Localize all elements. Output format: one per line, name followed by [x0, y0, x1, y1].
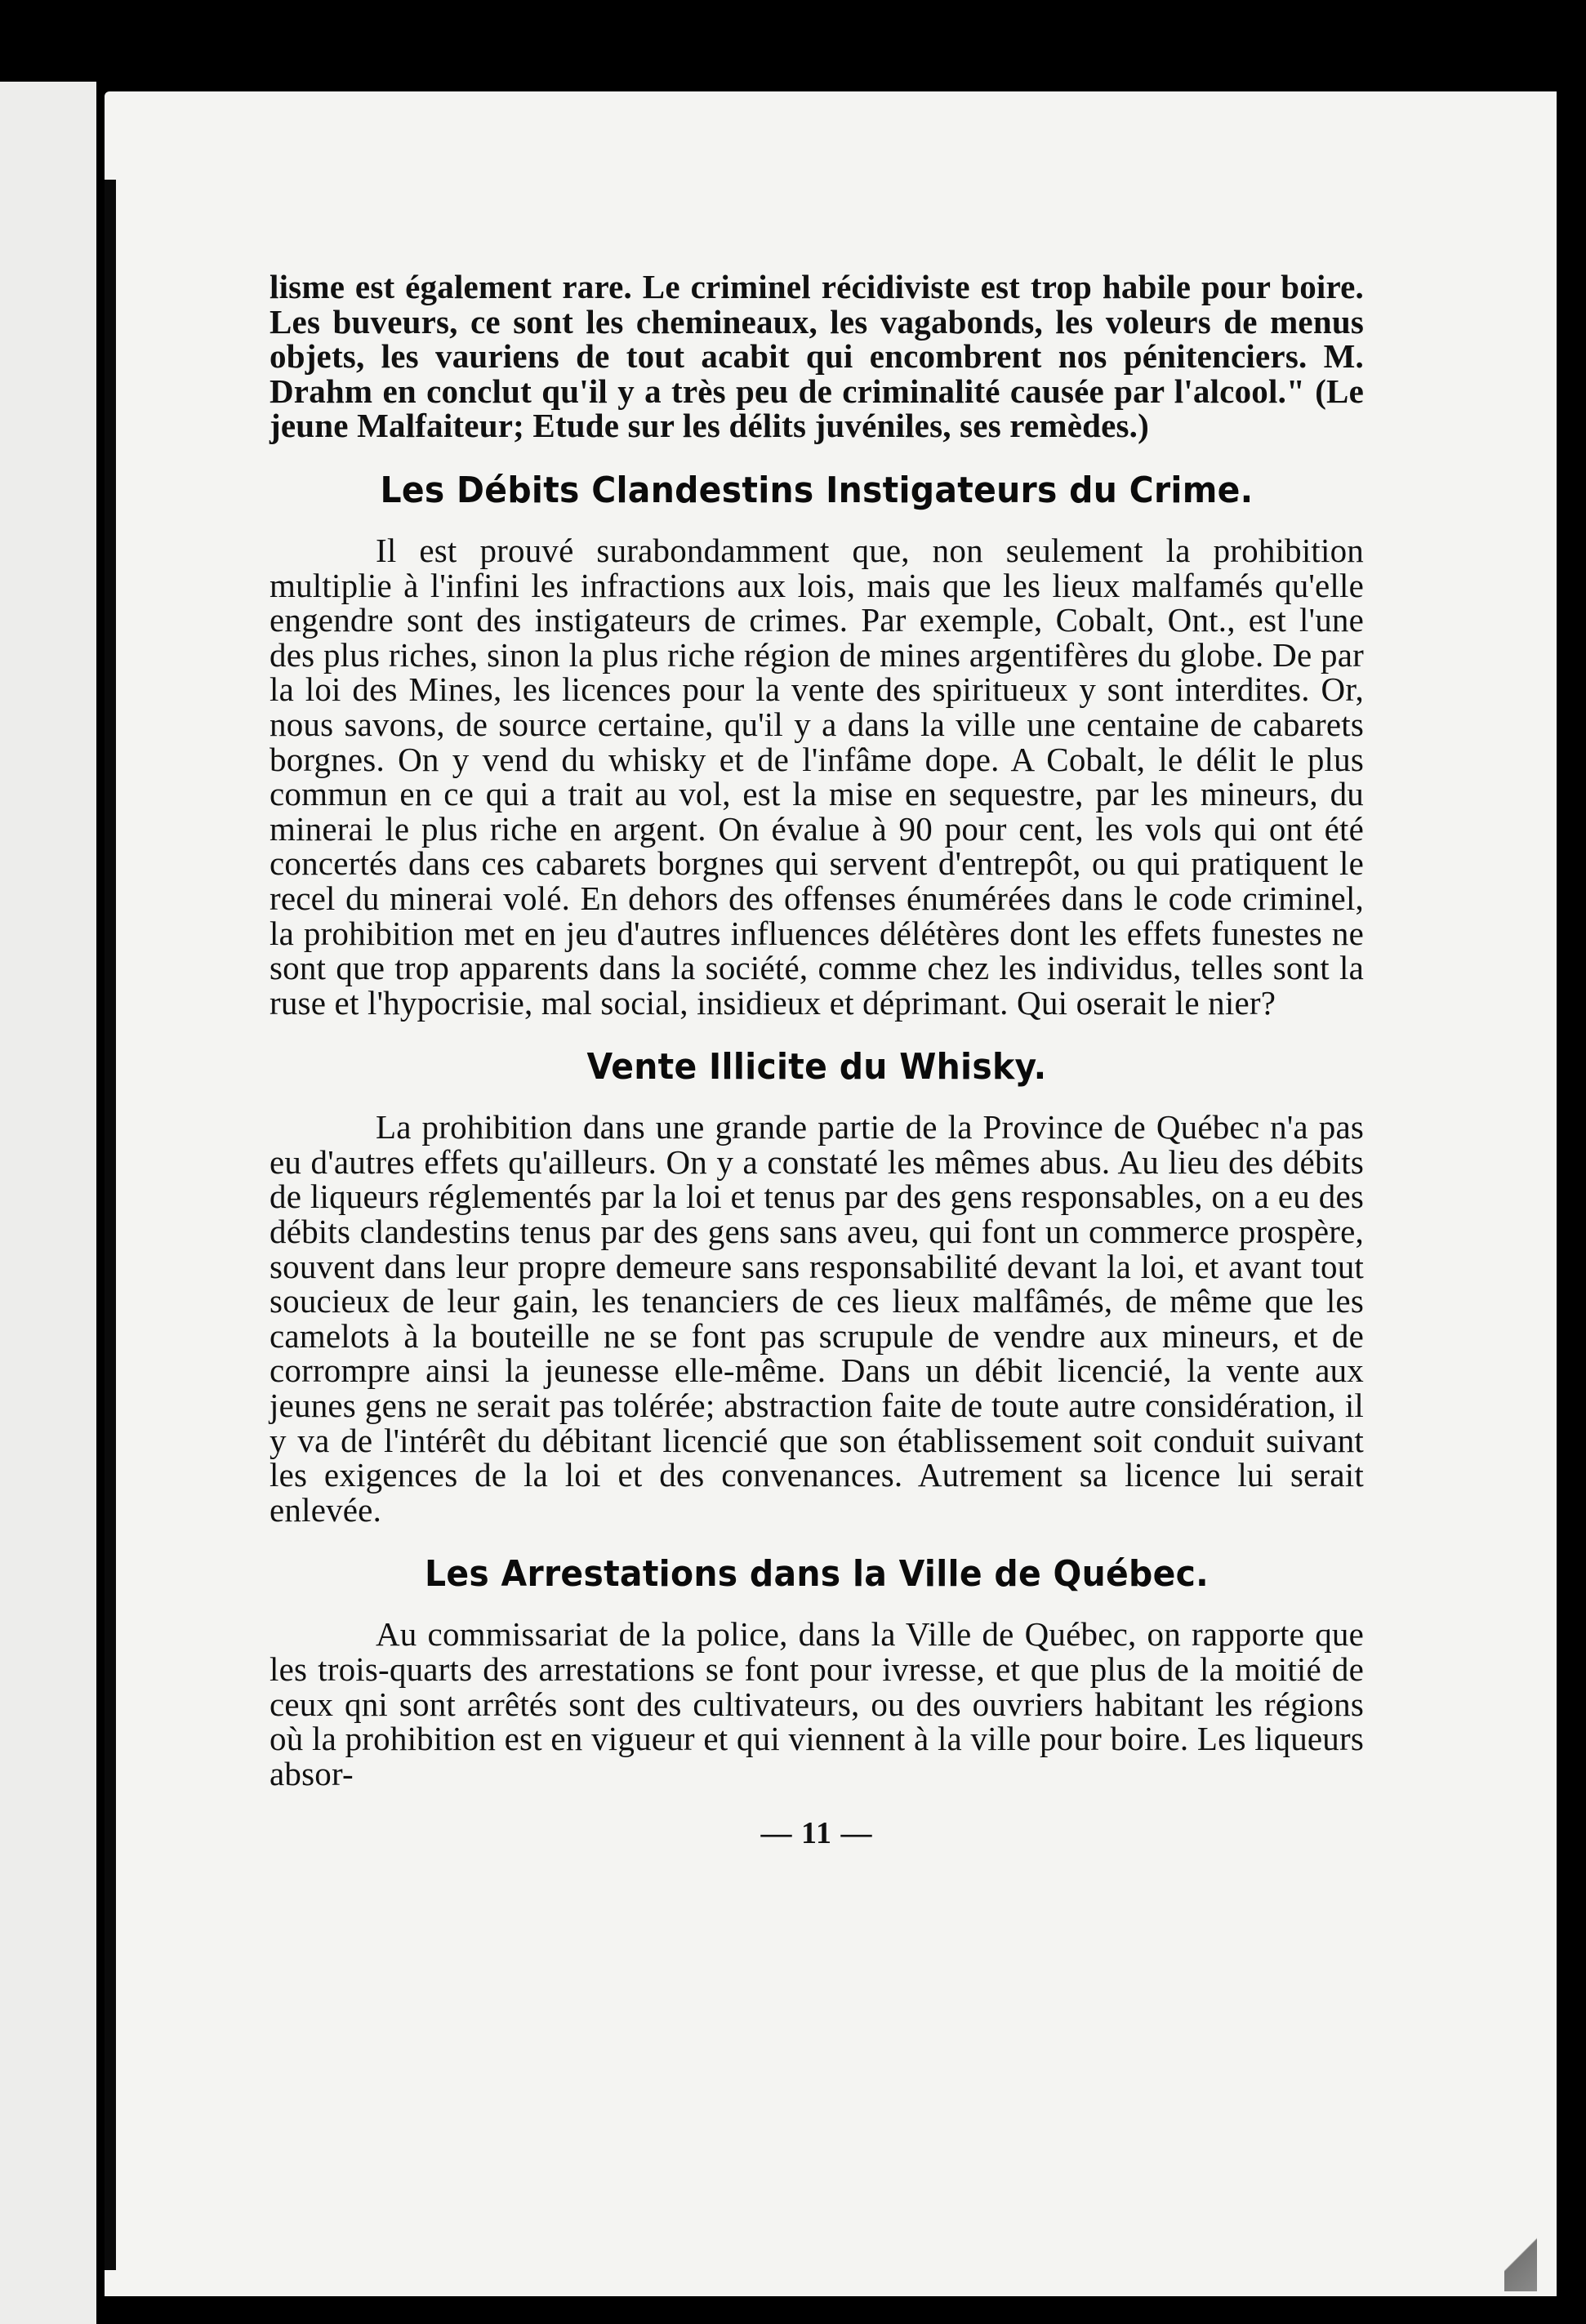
page-number: — 11 —: [760, 1816, 873, 1851]
scan-margin: [0, 82, 96, 2324]
page-content: [270, 269, 1364, 1851]
binding-edge: [105, 180, 116, 2270]
section-paragraph-arrestations: Au commissariat de la police, dans la Ville de Québec, on rapporte que les trois-quarts des arrestations se font pour ivresse, et que plus de la moitié de ceux qni sont arrêtés sont des cultivateurs, ou des ouvriers habitant les régions où la prohibition est en vigueur et qui viennent à la ville pour boire. Les liqueurs absor-: [270, 1615, 1364, 1792]
section-paragraph-debits-clandestins: Il est prouvé surabondamment que, non seulement la prohibition multiplie à l'infini les infractions aux lois, mais que les lieux malfamés qu'elle engendre sont des instigateurs de crimes. Par exemple, Cobalt, Ont., est l'une des plus riches, sinon la plus riche région de mines argentifères du globe. De par la loi des Mines, les licences pour la vente des spiritueux y sont interdites. Or, nous savons, de source certaine, qu'il y a dans la ville une centaine de cabarets borgnes. On y vend du whisky et de l'infâme dope. A Cobalt, le délit le plus commun en ce qui a trait au vol, est la mise en sequestre, par les mineurs, du minerai le plus riche en argent. On évalue à 90 pour cent, les vols qui ont été concertés dans ces cabarets borgnes qui servent d'entrepôt, ou qui pratiquent le recel du minerai volé. En dehors des offenses énumérées dans le code criminel, la prohibition met en jeu d'autres influences délétères dont les effets funestes ne sont que trop apparents dans la société, comme chez les individus, telles sont la ruse et l'hypocrisie, mal social, insidieux et déprimant. Qui oserait le nier?: [270, 531, 1364, 1022]
section-heading-debits-clandestins: Les Débits Clandestins Instigateurs du Crime.: [380, 469, 1254, 511]
page-corner-shadow: [1504, 2234, 1537, 2291]
opening-paragraph: lisme est également rare. Le criminel récidiviste est trop habile pour boire. Les buveurs, ce sont les chemineaux, les vagabonds, les voleurs de menus objets, les vauriens de tout acabit qui encombrent nos pénitenciers. M. Drahm en conclut qu'il y a très peu de criminalité causée par l'alcool." (Le jeune Malfaiteur; Etude sur les délits juvéniles, ses remèdes.): [270, 268, 1364, 445]
section-heading-arrestations: Les Arrestations dans la Ville de Québec.: [425, 1553, 1209, 1596]
section-paragraph-vente-illicite: La prohibition dans une grande partie de la Province de Québec n'a pas eu d'autres effets qu'ailleurs. On y a constaté les mêmes abus. Au lieu des débits de liqueurs réglementés par la loi et tenus par des gens responsables, on a eu des débits clandestins tenus par des gens sans aveu, qui font un commerce prospère, souvent dans leur propre demeure sans responsabilité devant la loi, et avant tout soucieux de leur gain, les tenanciers de ces lieux malfâmés, de même que les camelots à la bouteille ne se font pas scrupule de vendre aux mineurs, et de corrompre ainsi la jeunesse elle-même. Dans un débit licencié, la vente aux jeunes gens ne serait pas tolérée; abstraction faite de toute autre considération, il y va de l'intérêt du débitant licencié que son établissement soit conduit suivant les exigences de la loi et des convenances. Autrement sa licence lui serait enlevée.: [270, 1108, 1364, 1529]
section-heading-vente-illicite: Vente Illicite du Whisky.: [586, 1046, 1047, 1089]
